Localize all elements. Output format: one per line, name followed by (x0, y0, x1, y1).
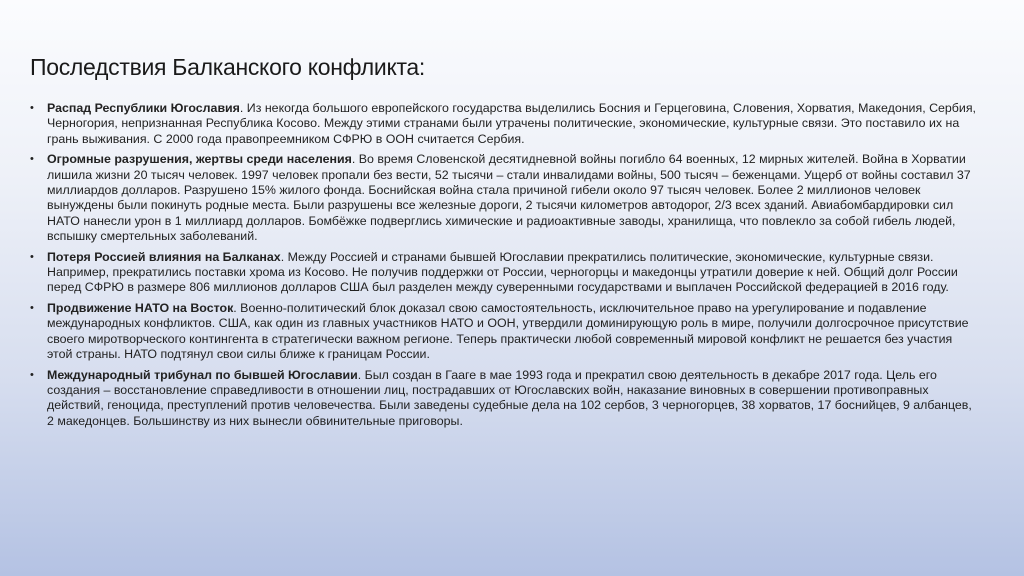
bullet-icon: • (30, 368, 34, 381)
bullet-icon: • (30, 250, 34, 263)
item-heading: Огромные разрушения, жертвы среди населения (47, 152, 352, 167)
item-text: . Между Россией и странами бывшей Югославии прекратились политические, экономические, культурные связи. Например, прекратились поставки хрома из Косово. Не получив поддержки от России, черногорцы и македонцы утратили доверие к ней. Общий долг России перед СФРЮ в размере 806 миллионов долларов США был разделен между суверенными государствами и выплачен Российской федерацией в 2016 году. (47, 249, 958, 295)
bullet-icon: • (30, 301, 34, 314)
slide-title: Последствия Балканского конфликта: (30, 54, 426, 80)
list-item (30, 368, 980, 430)
bullet-icon: • (30, 102, 34, 114)
item-heading: Потеря Россией влияния на Балканах (47, 249, 281, 264)
list-item (30, 101, 980, 147)
bullet-icon: • (30, 153, 34, 166)
item-text: . Военно-политический блок доказал свою самостоятельность, исключительное право на урегулирование и подавление международных конфликтов. США, как один из главных участников НАТО и ООН, утвердили доминирующую роль в мире, получили долгосрочное присутствие своего миротворческого контингента в стратегически важном регионе. Теперь практически любой современный мировой конфликт не решается без участия этой страны. НАТО подтянул свои силы ближе к границам России. (47, 300, 969, 362)
list-item (30, 301, 980, 363)
item-heading: Распад Республики Югославия (47, 101, 240, 115)
list-item (30, 250, 980, 296)
item-heading: Международный трибунал по бывшей Югославии (47, 367, 358, 382)
item-heading: Продвижение НАТО на Восток (47, 300, 234, 315)
item-text: . Был создан в Гааге в мае 1993 года и прекратил свою деятельность в декабре 2017 года. Цель его создания – восстановление справедливости в отношении лиц, пострадавших от Югославских войн, наказание виновных в совершении противоправных действий, геноцида, преступлений против человечества. Были заведены судебные дела на 102 сербов, 3 черногорцев, 38 хорватов, 17 боснийцев, 9 албанцев, 2 македонцев. Большинству из них вынесли обвинительные приговоры. (47, 367, 972, 428)
item-text: . Из некогда большого европейского государства выделились Босния и Герцеговина, Словения, Хорватия, Македония, Сербия, Черногория, непризнанная Республика Косово. Между этими странами были утрачены политические, экономические, культурные связи. Это поставило их на грань выживания. С 2000 года правопреемником СФРЮ в ООН считается Сербия. (47, 101, 976, 146)
item-text: . Во время Словенской десятидневной войны погибло 64 военных, 12 мирных жителей. Война в Хорватии лишила жизни 20 тысяч человек. 1997 человек пропали без вести, 52 тысячи – стали инвалидами войны, 500 тысяч – беженцами. Ущерб от войны составил 37 миллиардов долларов. Разрушено 15% жилого фонда. Боснийская война стала причиной гибели около 97 тысяч человек. Более 2 миллионов человек вынуждены были покинуть родные места. Были разрушены все железные дороги, 2 тысячи километров автодорог, 2/3 всех зданий. Авиабомбардировки сил НАТО нанесли урон в 1 миллиард долларов. Бомбёжке подверглись химические и радиоактивные заводы, хранилища, что повлекло за собой гибель людей, вспышку смертельных заболеваний. (47, 152, 971, 244)
list-item (30, 152, 980, 244)
bullet-list (30, 101, 980, 434)
